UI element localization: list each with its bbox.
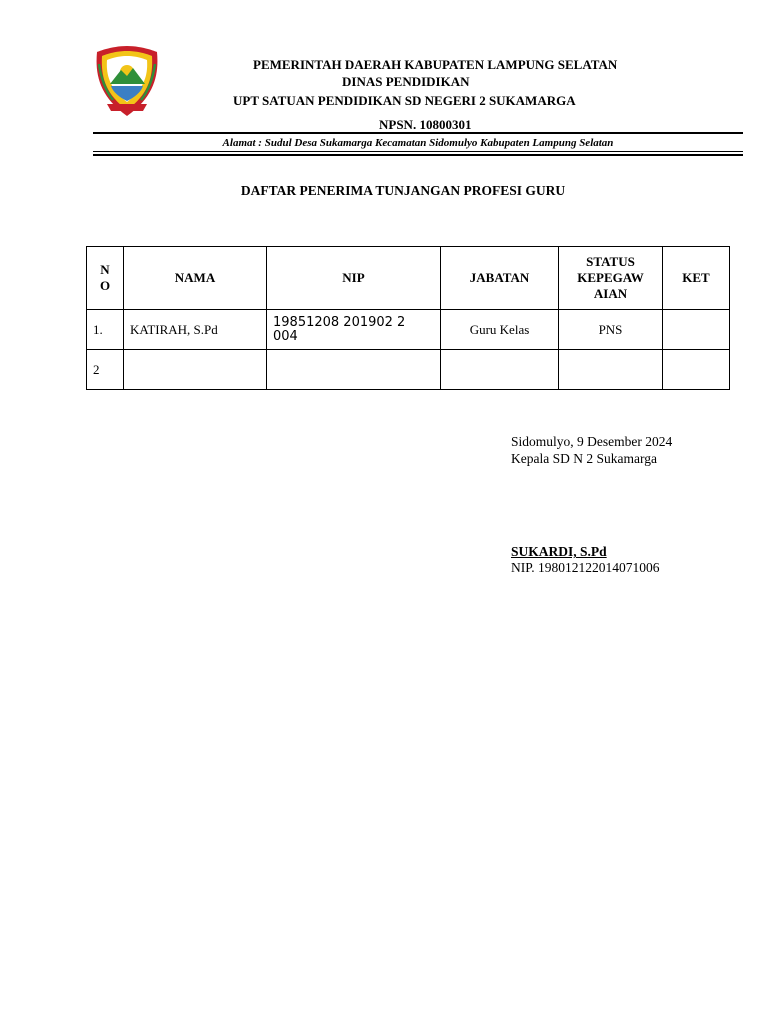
signature-place-date: Sidomulyo, 9 Desember 2024: [511, 434, 673, 449]
header-nip: NIP: [267, 247, 441, 310]
recipients-table: [86, 246, 730, 390]
header-department-title: DINAS PENDIDIKAN: [342, 74, 470, 89]
header-address: Alamat : Sudul Desa Sukamarga Kecamatan Sidomulyo Kabupaten Lampung Selatan: [222, 137, 614, 149]
row2-no: 2: [87, 350, 124, 390]
row1-ket: [663, 310, 730, 350]
row2-status: [559, 350, 663, 390]
table-row: [87, 310, 730, 350]
regency-emblem-logo: [93, 44, 161, 118]
signature-name: SUKARDI, S.Pd: [511, 544, 607, 559]
header-school-title: UPT SATUAN PENDIDIKAN SD NEGERI 2 SUKAMARGA: [233, 93, 576, 108]
row1-status: PNS: [559, 310, 663, 350]
row1-nip: [267, 310, 441, 350]
header-no-line2: O: [99, 278, 111, 293]
header-no-line1: N: [100, 262, 110, 277]
header-ket: KET: [663, 247, 730, 310]
header-government-title: PEMERINTAH DAERAH KABUPATEN LAMPUNG SELATAN: [253, 57, 618, 72]
row1-jabatan: Guru Kelas: [441, 310, 559, 350]
header-npsn: NPSN. 10800301: [379, 117, 472, 132]
header-status-line3: AIAN: [593, 286, 628, 301]
document-title: DAFTAR PENERIMA TUNJANGAN PROFESI GURU: [240, 183, 566, 198]
row2-jabatan: [441, 350, 559, 390]
row1-nip-line1: 19851208 201902 2: [273, 314, 406, 330]
row1-nip-line2: 004: [273, 328, 298, 344]
row2-nip: [267, 350, 441, 390]
header-divider-bottom-1: [93, 151, 743, 152]
row2-nama: [124, 350, 267, 390]
row2-ket: [663, 350, 730, 390]
header-nama: NAMA: [124, 247, 267, 310]
signature-position: Kepala SD N 2 Sukamarga: [511, 451, 657, 466]
table-row: [87, 350, 730, 390]
header-no: [87, 247, 124, 310]
header-divider-top: [93, 132, 743, 134]
table-header-row: [87, 247, 730, 310]
header-status-line2: KEPEGAW: [577, 270, 644, 285]
header-status: [559, 247, 663, 310]
header-jabatan: JABATAN: [441, 247, 559, 310]
signature-nip: NIP. 198012122014071006: [511, 560, 660, 575]
row1-nama: KATIRAH, S.Pd: [124, 310, 267, 350]
row1-no: 1.: [87, 310, 124, 350]
header-status-line1: STATUS: [586, 254, 635, 269]
header-divider-bottom-2: [93, 154, 743, 156]
